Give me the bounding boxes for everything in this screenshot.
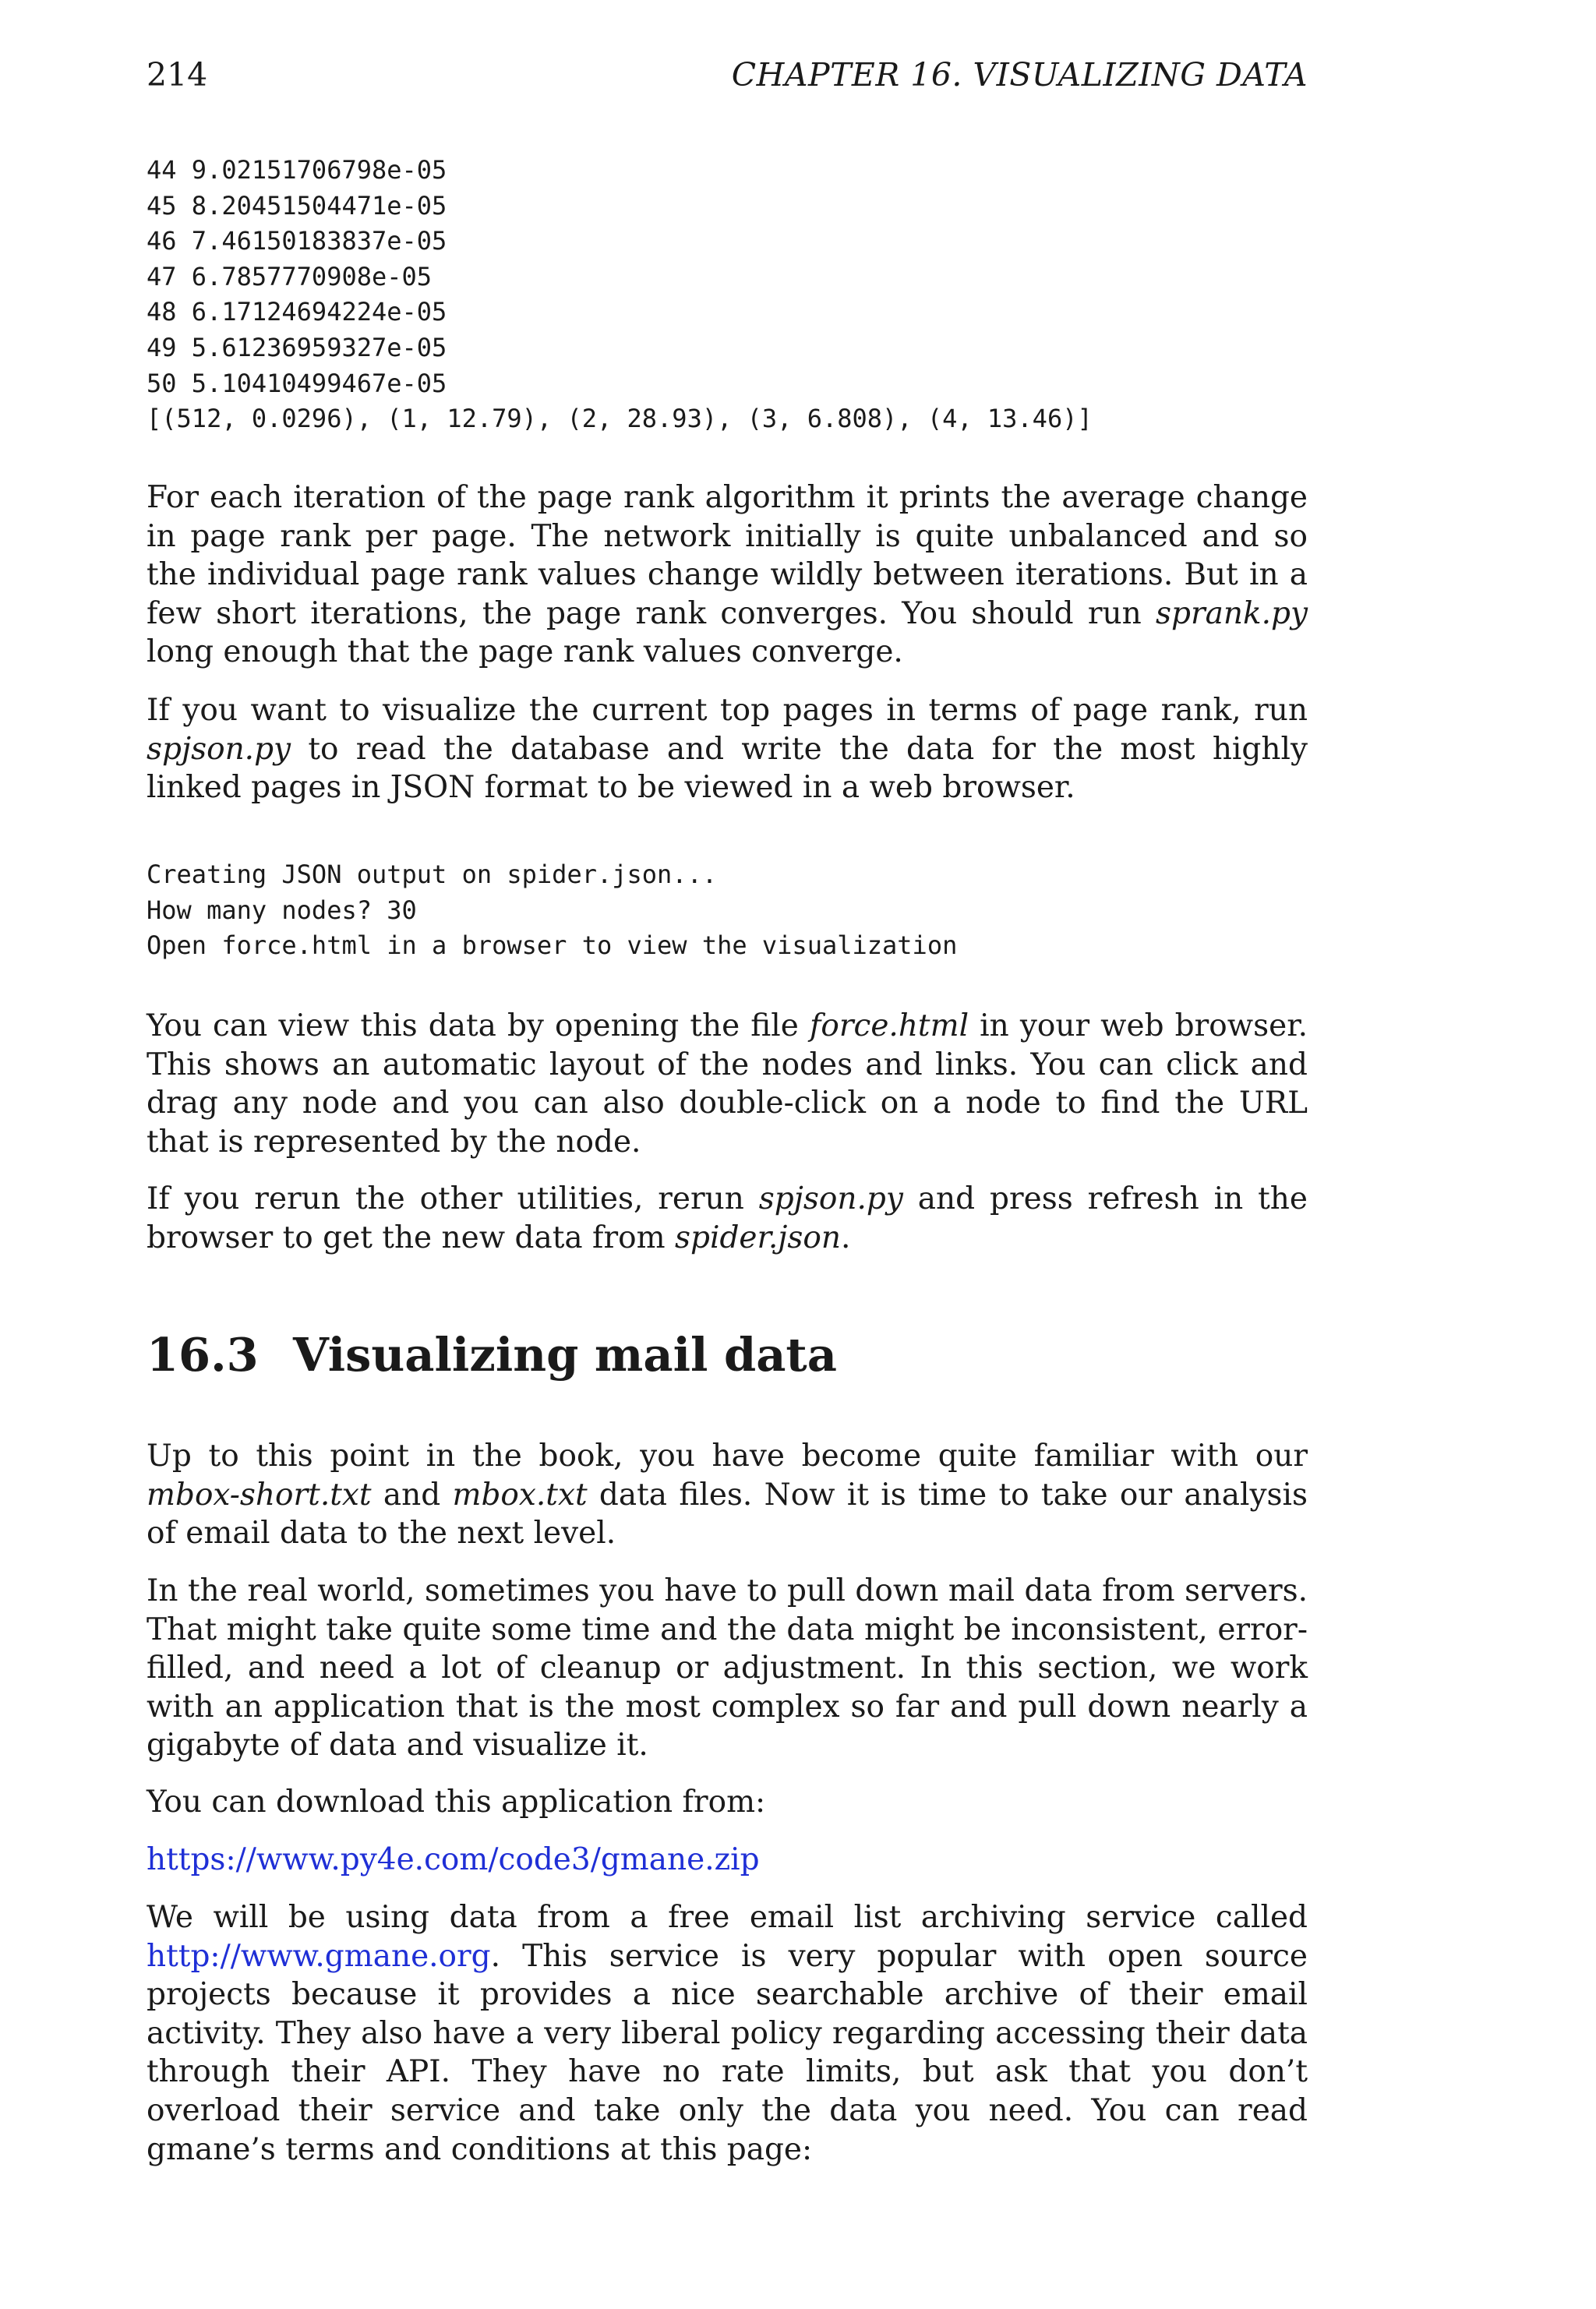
paragraph-spjson: [147, 691, 1308, 807]
filename-mbox-short: mbox-short.txt: [147, 1477, 372, 1513]
code-line: 50 5.10410499467e-05: [147, 368, 447, 398]
text-run: and: [371, 1477, 453, 1513]
section-number: 16.3: [147, 1328, 259, 1382]
text-run: We will be using data from a free email list archiving service called: [147, 1900, 1308, 1935]
paragraph-rerun: [147, 1180, 1308, 1257]
section-title: Visualizing mail data: [293, 1328, 837, 1382]
text-run: .: [840, 1220, 851, 1255]
code-line: 48 6.17124694224e-05: [147, 297, 447, 327]
filename-spider-json: spider.json: [675, 1220, 841, 1255]
paragraph-gmane: [147, 1898, 1308, 2169]
code-line: Open force.html in a browser to view the visualization: [147, 930, 958, 961]
gmane-zip-link[interactable]: https://www.py4e.com/code3/gmane.zip: [147, 1842, 760, 1877]
code-line: 49 5.61236959327e-05: [147, 332, 447, 362]
text-run: In the real world, sometimes you have to pull down mail data from servers. That might take quite some time and the data might be inconsistent, error-filled, and need a lot of cleanup or adjustment. In this section, we work with an application that is the most complex so far and pull down nearly a gigabyte of data and visualize it.: [147, 1573, 1308, 1764]
text-run: For each iteration of the page rank algorithm it prints the average change in page rank per page. The network initially is quite unbalanced and so the individual page rank values change wildly between iterations. But in a few short iterations, the page rank converges. You should run: [147, 480, 1308, 631]
paragraph-page-rank: [147, 478, 1308, 672]
text-run: long enough that the page rank values converge.: [147, 634, 903, 670]
text-run: Up to this point in the book, you have become quite familiar with our: [147, 1439, 1308, 1474]
paragraph-download: [147, 1783, 1308, 1822]
page-number: 214: [147, 56, 208, 94]
paragraph-real-world: [147, 1572, 1308, 1765]
code-line: 46 7.46150183837e-05: [147, 226, 447, 256]
code-line: Creating JSON output on spider.json...: [147, 860, 718, 889]
text-run: and press refresh in the browser to get the new data from: [147, 1181, 1308, 1255]
code-line: 44 9.02151706798e-05: [147, 155, 447, 185]
paragraph-intro: [147, 1437, 1308, 1553]
text-run: to read the database and write the data for the most highly linked pages in JSON format to be viewed in a web browser.: [147, 731, 1308, 806]
text-run: You can download this application from:: [147, 1785, 766, 1820]
running-header: [147, 56, 1308, 100]
section-heading: [147, 1328, 837, 1382]
code-output-block: [147, 857, 957, 964]
text-run: . This service is very popular with open source projects because it provides a nice searchable archive of their email activity. They also have a very liberal policy regarding accessing their data through their API. They have no rate limits, but ask that you don’t overload their service and take only the data you need. You can read gmane’s terms and conditions at this page:: [147, 1938, 1308, 2167]
code-line: 45 8.20451504471e-05: [147, 190, 447, 221]
code-line: [(512, 0.0296), (1, 12.79), (2, 28.93), (3, 6.808), (4, 13.46)]: [147, 404, 1093, 434]
paragraph-download-link: [147, 1841, 1308, 1880]
text-run: If you rerun the other utilities, rerun: [147, 1181, 759, 1216]
chapter-title: CHAPTER 16. VISUALIZING DATA: [731, 56, 1308, 94]
filename-force-html: force.html: [809, 1008, 969, 1043]
code-line: 47 6.7857770908e-05: [147, 261, 433, 291]
text-run: You can view this data by opening the file: [147, 1008, 810, 1043]
code-line: How many nodes? 30: [147, 895, 417, 925]
filename-sprank: sprank.py: [1155, 595, 1308, 631]
code-output-block: [147, 153, 1093, 437]
filename-spjson: spjson.py: [147, 731, 291, 767]
paragraph-force-html: [147, 1007, 1308, 1161]
filename-spjson: spjson.py: [758, 1181, 903, 1216]
filename-mbox: mbox.txt: [452, 1477, 588, 1513]
gmane-org-link[interactable]: http://www.gmane.org: [147, 1938, 491, 1974]
text-run: If you want to visualize the current top pages in terms of page rank, run: [147, 693, 1308, 728]
text-run: data files. Now it is time to take our analysis of email data to the next level.: [147, 1477, 1308, 1552]
text-run: in your web browser. This shows an automatic layout of the nodes and links. You can click and drag any node and you can also double-click on a node to find the URL that is represented by the node.: [147, 1008, 1308, 1160]
